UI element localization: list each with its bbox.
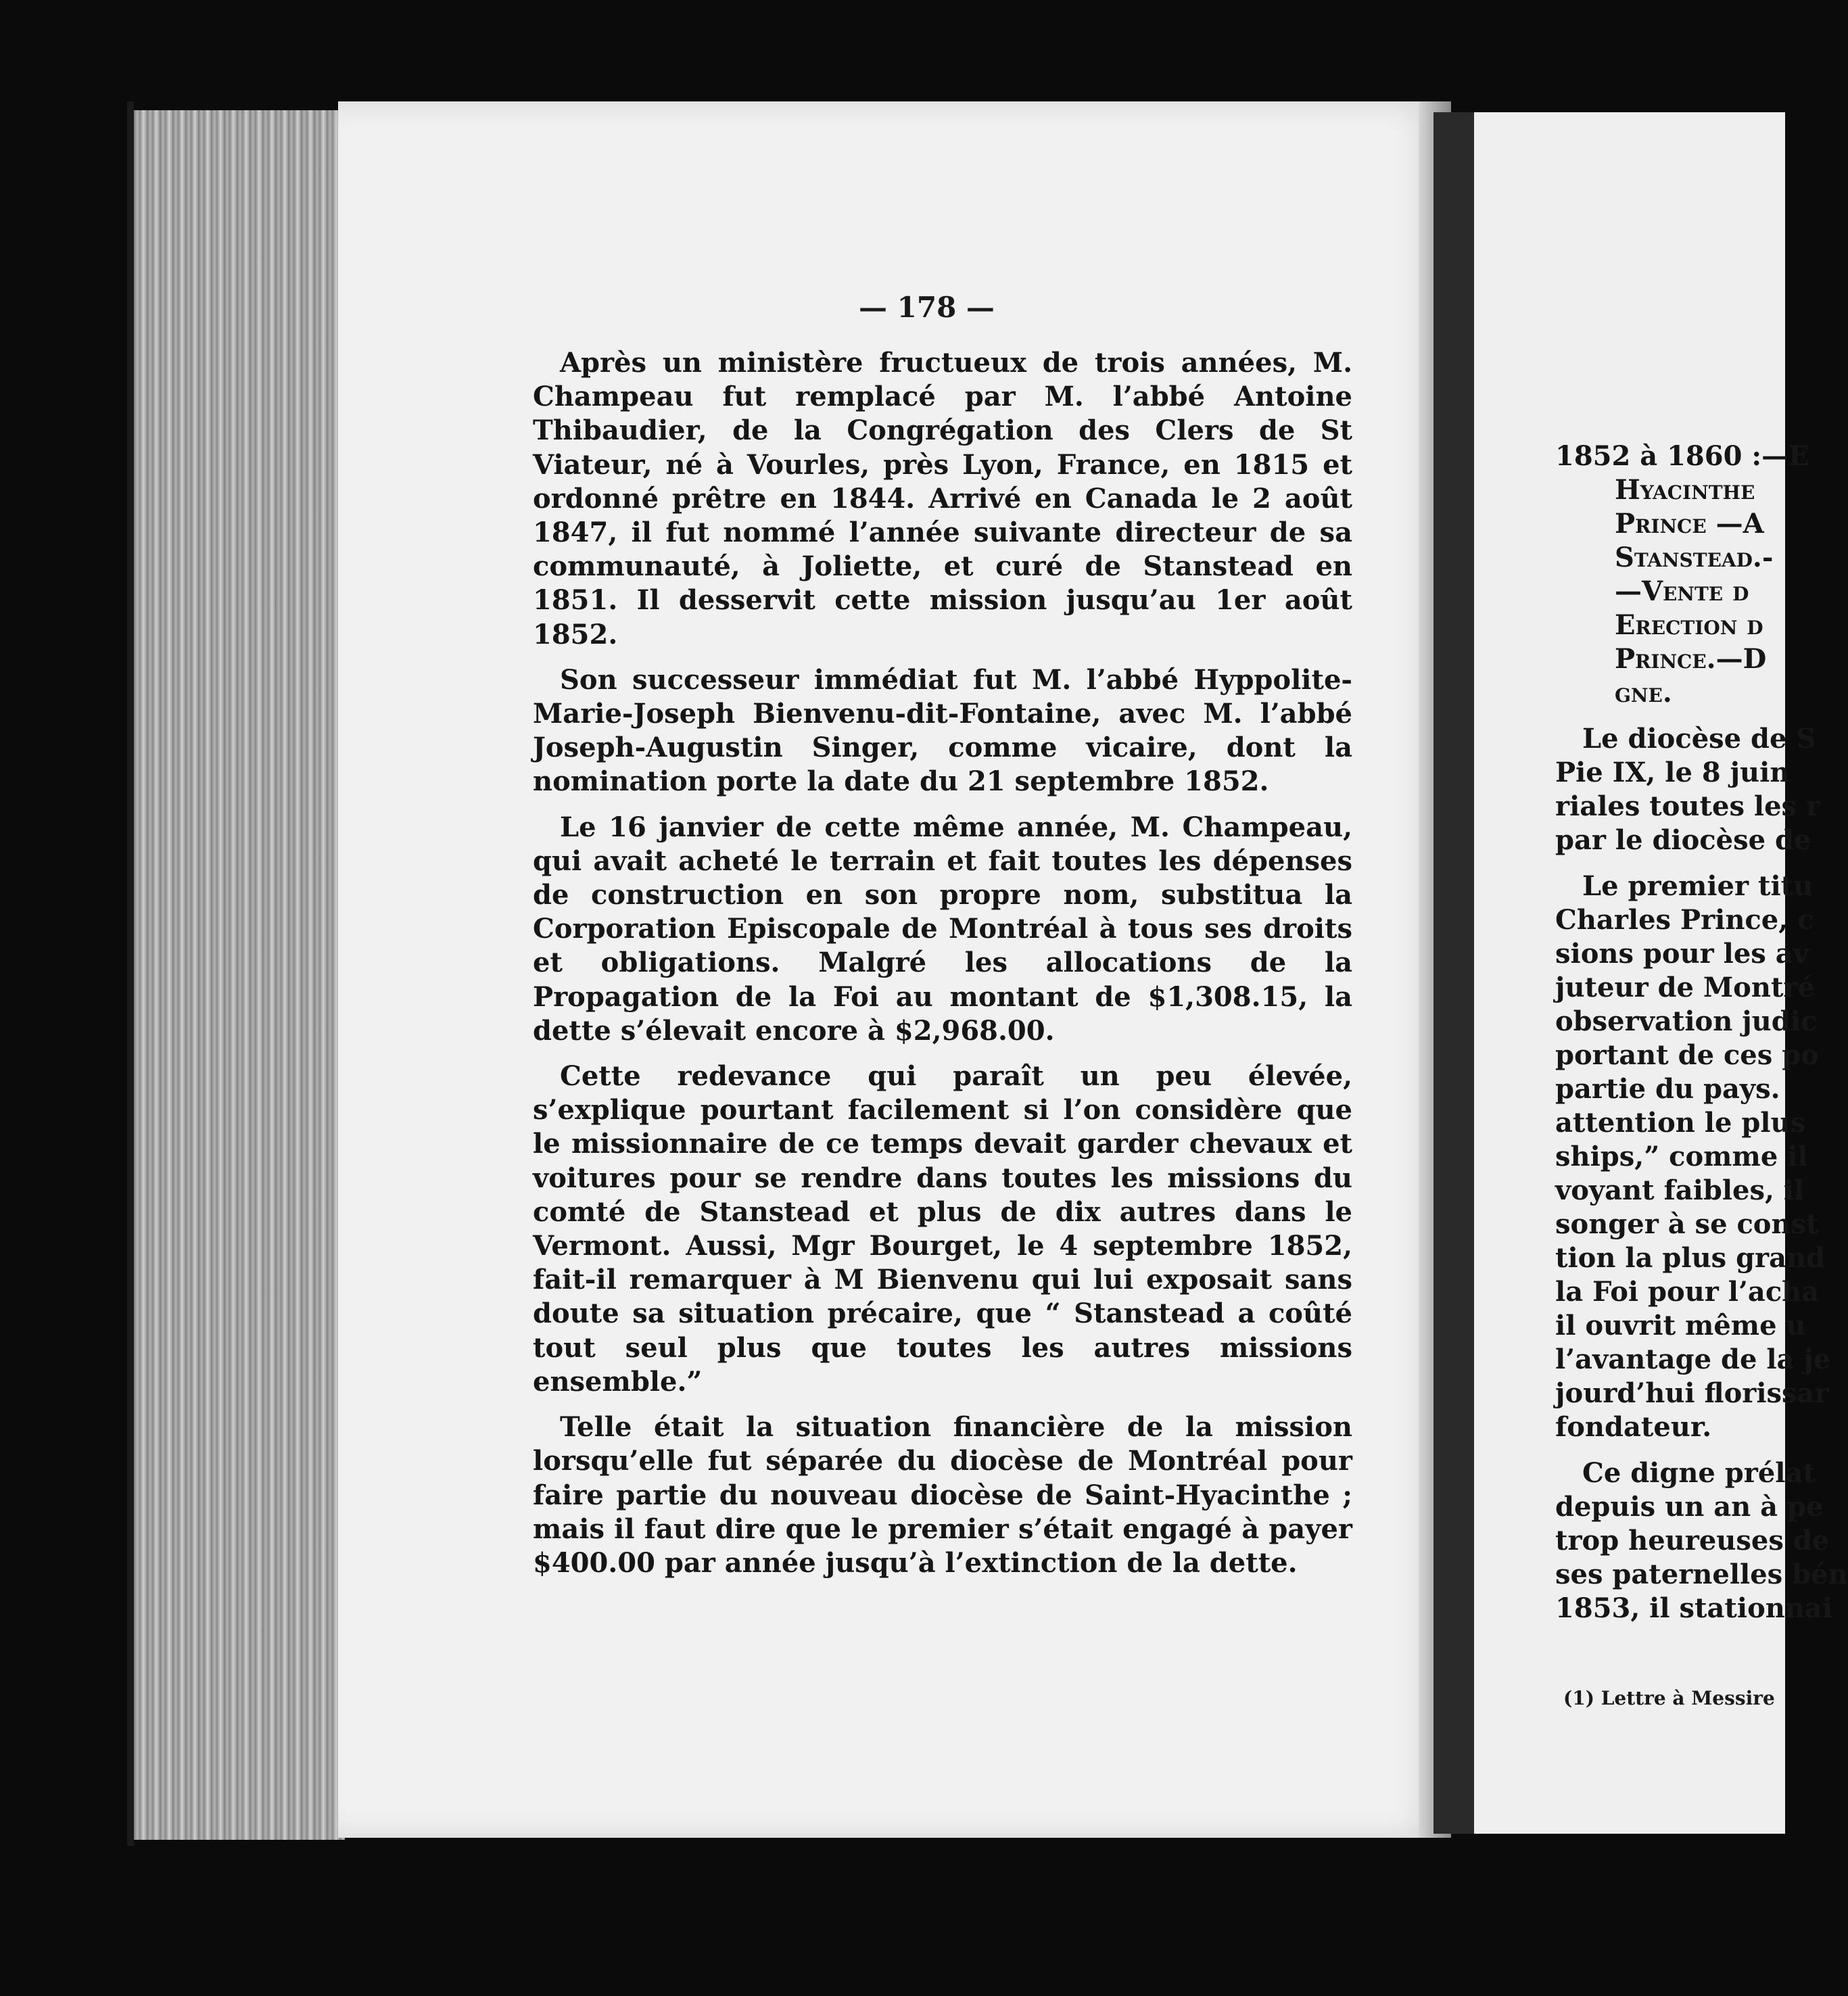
right-text-line: sions pour les av [1555, 938, 1809, 970]
right-text-line: 1853, il stationnai [1555, 1592, 1833, 1624]
right-text-line: depuis un an à pe [1555, 1491, 1824, 1523]
right-text-line: fondateur. [1555, 1411, 1712, 1443]
right-text-line: la Foi pour l’acha [1555, 1276, 1820, 1308]
page-number: — 178 — [859, 291, 995, 324]
chapter-heading-line: Prince —A [1615, 508, 1764, 540]
chapter-heading-line: Prince.—D [1615, 643, 1767, 675]
right-text-line: Ce digne prélat [1582, 1457, 1816, 1489]
right-text-line: tion la plus grand [1555, 1242, 1826, 1274]
chapter-heading-line: Stanstead.- [1615, 542, 1774, 573]
right-text-line: ses paternelles bén [1555, 1559, 1848, 1590]
chapter-heading-line: —Vente d [1615, 575, 1749, 607]
right-text-line: attention le plus [1555, 1107, 1806, 1139]
chapter-heading-line: Hyacinthe [1615, 474, 1755, 506]
right-page-paragraphs [1555, 722, 1848, 1638]
right-text-line: Le diocèse de S [1582, 723, 1816, 755]
book-edge-shadow [127, 101, 134, 1846]
right-text-line: ships,” comme il [1555, 1141, 1808, 1172]
right-text-line: jourd’hui florissar [1555, 1377, 1829, 1409]
right-text-line: Le premier titu [1582, 870, 1814, 902]
right-text-line: juteur de Montré [1555, 972, 1815, 1003]
page-stack-edges [134, 110, 345, 1840]
right-text-line: songer à se const [1555, 1208, 1819, 1240]
chapter-heading-line: 1852 à 1860 :—E [1555, 440, 1809, 472]
paragraph: Après un ministère fructueux de trois années, M. Champeau fut remplacé par M. l’abbé Antoine Thibaudier, de la Congrégation des Clers de St Viateur, né à Vourles, près Lyon, France, en 1815 et ordonné prêtre en 1844. Arrivé en Canada le 2 août 1847, il fut nommé l’année suivante directeur de sa communauté, à Joliette, et curé de Stanstead en 1851. Il desservit cette mission jusqu’au 1er août 1852. [533, 347, 1352, 650]
paragraph: Le 16 janvier de cette même année, M. Champeau, qui avait acheté le terrain et fait toutes les dépenses de construction en son propre nom, substitua la Corporation Episcopale de Montréal à tous ses droits et obligations. Malgré les allocations de la Propagation de la Foi au montant de $1,308.15, la dette s’élevait encore à $2,968.00. [533, 811, 1352, 1047]
right-text-line: portant de ces po [1555, 1039, 1819, 1071]
right-text-line: riales toutes les r [1555, 790, 1821, 822]
right-text-line: il ouvrit même u [1555, 1310, 1806, 1341]
paragraph: Cette redevance qui paraît un peu élevée, s’explique pourtant facilement si l’on considère que le missionnaire de ce temps devait garder chevaux et voitures pour se rendre dans toutes les missions du comté de Stanstead et plus de dix autres dans le Vermont. Aussi, Mgr Bourget, le 4 septembre 1852, fait-il remarquer à M Bienvenu qui lui exposait sans doute sa situation précaire, que “ Stanstead a coûté tout seul plus que toutes les autres missions ensemble.” [533, 1060, 1352, 1398]
right-text-line: voyant faibles, il [1555, 1174, 1805, 1206]
right-text-line: l’avantage de la je [1555, 1344, 1831, 1375]
chapter-heading-line: Erection d [1615, 609, 1763, 641]
right-page-text [1555, 439, 1848, 1638]
spine-shadow [1434, 112, 1474, 1834]
paragraph: Telle était la situation financière de la mission lorsqu’elle fut séparée du diocèse de Montréal pour faire partie du nouveau diocèse de Saint-Hyacinthe ; mais il faut dire que le premier s’était engagé à payer $400.00 par année jusqu’à l’extinction de la dette. [533, 1411, 1352, 1579]
right-text-line: trop heureuses de [1555, 1525, 1830, 1557]
footnote: (1) Lettre à Messire [1563, 1687, 1775, 1709]
right-text-line: partie du pays. [1555, 1073, 1780, 1105]
right-text-line: Charles Prince, c [1555, 904, 1814, 936]
right-text-line: Pie IX, le 8 juin [1555, 757, 1790, 788]
left-page-text [533, 346, 1352, 1592]
right-text-line: observation judic [1555, 1005, 1818, 1037]
paragraph: Son successeur immédiat fut M. l’abbé Hyppolite-Marie-Joseph Bienvenu-dit-Fontaine, avec M. l’abbé Joseph-Augustin Singer, comme vicaire, dont la nomination porte la date du 21 septembre 1852. [533, 663, 1352, 798]
right-text-line: par le diocèse de [1555, 824, 1811, 856]
chapter-heading-line: gne. [1615, 677, 1672, 709]
